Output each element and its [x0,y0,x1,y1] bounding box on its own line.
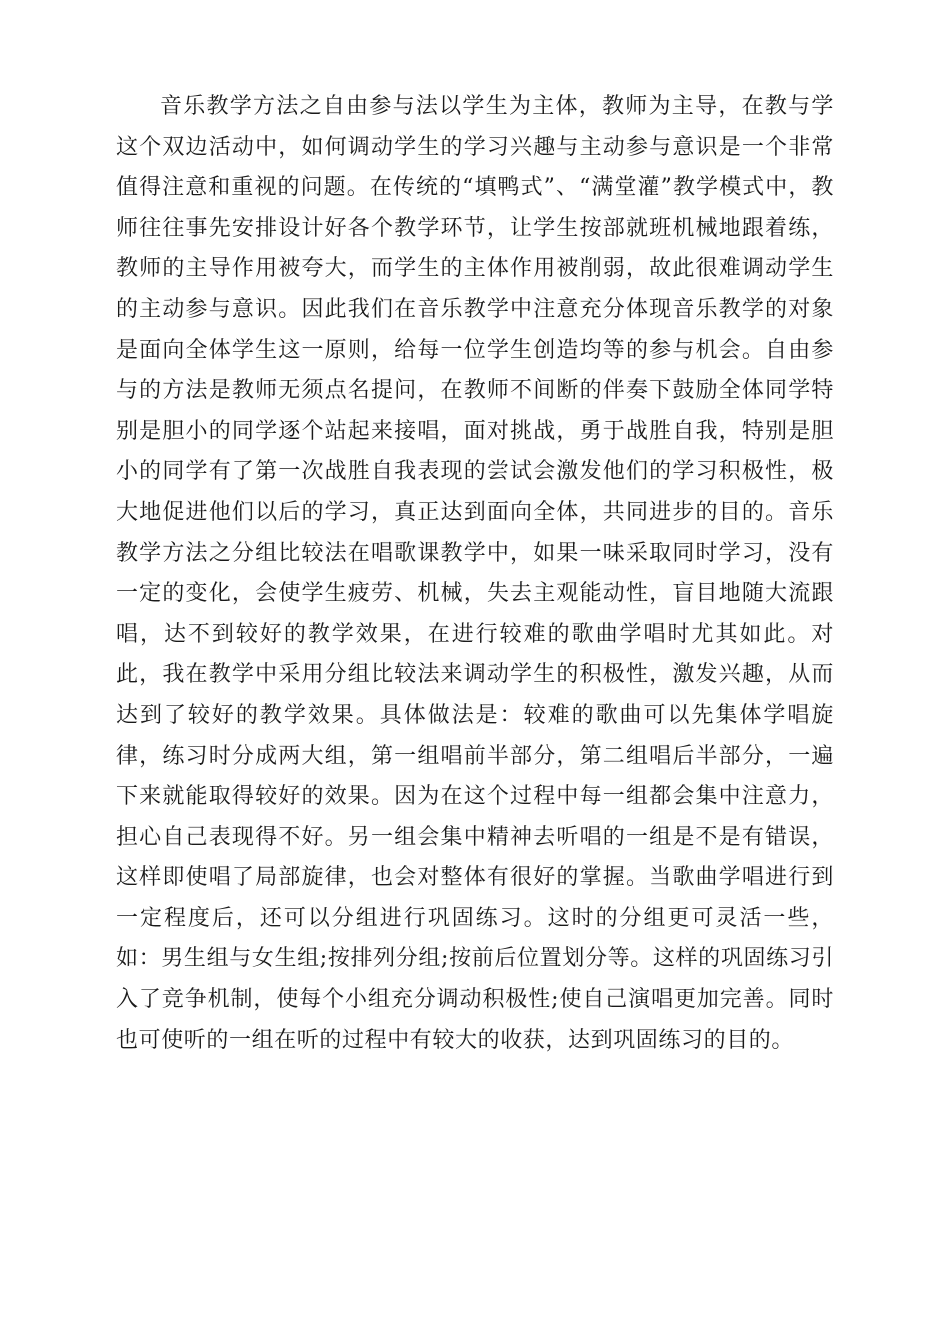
body-paragraph: 音乐教学方法之自由参与法以学生为主体，教师为主导，在教与学这个双边活动中，如何调动学生的学习兴趣与主动参与意识是一个非常值得注意和重视的问题。在传统的“填鸭式”、“满堂灌”教学模式中，教师往往事先安排设计好各个教学环节，让学生按部就班机械地跟着练，教师的主导作用被夸大，而学生的主体作用被削弱，故此很难调动学生的主动参与意识。因此我们在音乐教学中注意充分体现音乐教学的对象是面向全体学生这一原则，给每一位学生创造均等的参与机会。自由参与的方法是教师无须点名提问，在教师不间断的伴奏下鼓励全体同学特别是胆小的同学逐个站起来接唱，面对挑战，勇于战胜自我，特别是胆小的同学有了第一次战胜自我表现的尝试会激发他们的学习积极性，极大地促进他们以后的学习，真正达到面向全体，共同进步的目的。音乐教学方法之分组比较法在唱歌课教学中，如果一味采取同时学习，没有一定的变化，会使学生疲劳、机械，失去主观能动性，盲目地随大流跟唱，达不到较好的教学效果，在进行较难的歌曲学唱时尤其如此。对此，我在教学中采用分组比较法来调动学生的积极性，激发兴趣，从而达到了较好的教学效果。具体做法是：较难的歌曲可以先集体学唱旋律，练习时分成两大组，第一组唱前半部分，第二组唱后半部分，一遍下来就能取得较好的效果。因为在这个过程中每一组都会集中注意力，担心自己表现得不好。另一组会集中精神去听唱的一组是不是有错误，这样即使唱了局部旋律，也会对整体有很好的掌握。当歌曲学唱进行到一定程度后，还可以分组进行巩固练习。这时的分组更可灵活一些，如：男生组与女生组;按排列分组;按前后位置划分等。这样的巩固练习引入了竞争机制，使每个小组充分调动积极性;使自己演唱更加完善。同时也可使听的一组在听的过程中有较大的收获，达到巩固练习的目的。 [116,94,834,1053]
